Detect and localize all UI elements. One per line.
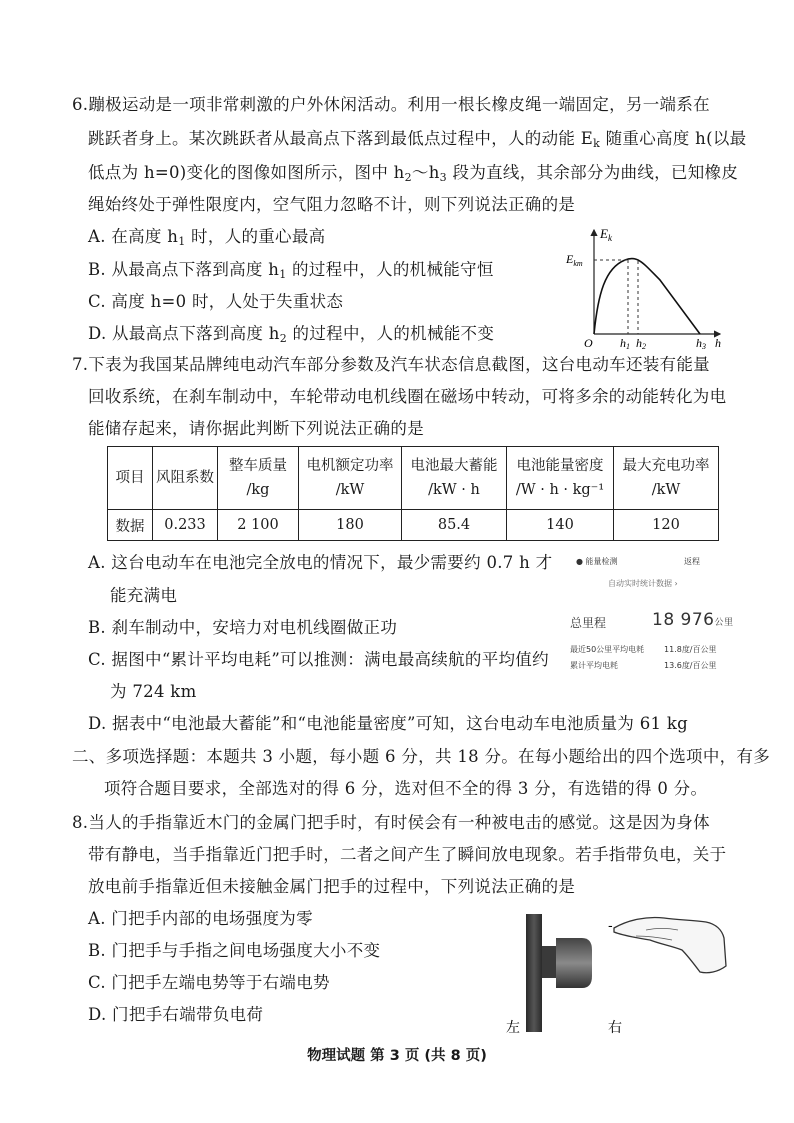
q6-option-a (88, 226, 325, 253)
q8-line-2: 带有静电，当手指靠近门把手时，二者之间产生了瞬间放电现象。若手指带负电，关于 (88, 845, 727, 864)
graph-ek-label: $E_k$ (600, 226, 612, 243)
energy-dashboard-screenshot (568, 550, 734, 675)
graph-h2-label: h2 (636, 336, 646, 350)
right-label: 右 (608, 1020, 622, 1036)
q6-option-b-sub: 1 (279, 268, 287, 281)
graph-ekm-label: $E_{km}$ (566, 252, 583, 268)
q6-h3-sub: 3 (439, 171, 447, 184)
q8-option-a: A. 门把手内部的电场强度为零 (88, 909, 313, 928)
q6-option-a-post: 时，人的重心最高 (185, 227, 326, 246)
q6-line-3-mid: ～h (411, 163, 440, 182)
total-mileage-label: 总里程 (570, 616, 607, 630)
q7-option-d: D. 据表中“电池最大蓄能”和“电池能量密度”可知，这台电动车电池质量为 61 kg (88, 714, 689, 733)
dashboard-return: 返程 (684, 557, 700, 566)
recent-consumption-label: 最近50公里平均电耗 (570, 645, 645, 654)
header-unit: /kW · h (428, 482, 480, 498)
q6-line-2 (88, 128, 746, 155)
table-header-cell (614, 447, 719, 510)
ek-h-graph (560, 224, 730, 350)
left-label: 左 (506, 1020, 520, 1036)
header-top: 最大充电功率 (622, 458, 710, 474)
header-top: 整车质量 (229, 458, 287, 474)
q8-option-b: B. 门把手与手指之间电场强度大小不变 (88, 941, 381, 960)
graph-h1-label: h1 (620, 336, 630, 350)
table-cell: 180 (299, 510, 402, 541)
q8-line-1: 8.当人的手指靠近木门的金属门把手时，有时侯会有一种被电击的感觉。这是因为身体 (72, 813, 710, 832)
header-top: 项目 (115, 470, 145, 486)
q6-line-4: 绳始终处于弹性限度内，空气阻力忽略不计，则下列说法正确的是 (88, 195, 576, 214)
q6-option-b-post: 的过程中，人的机械能守恒 (286, 260, 494, 279)
table-cell: 2 100 (218, 510, 299, 541)
q6-line-3-text: 低点为 h=0)变化的图像如图所示，图中 h (88, 163, 405, 182)
recent-consumption-value: 11.8度/百公里 (664, 645, 717, 654)
ek-curve (594, 259, 700, 335)
table-cell: 120 (614, 510, 719, 541)
table-header-cell (108, 447, 153, 510)
header-unit: /kg (246, 482, 270, 498)
table-header-row (108, 447, 719, 510)
q6-option-a-sub: 1 (178, 235, 186, 248)
total-mileage-unit: 公里 (714, 618, 734, 628)
avg-consumption-label: 累计平均电耗 (570, 661, 618, 670)
hand-icon (614, 917, 726, 972)
q8-option-d: D. 门把手右端带负电荷 (88, 1005, 264, 1024)
q6-option-b-pre: B. 从最高点下落到高度 h (88, 260, 280, 279)
q7-line-2: 回收系统，在刹车制动中，车轮带动电机线圈在磁场中转动，可将多余的动能转化为电 (88, 387, 727, 406)
table-header-cell (218, 447, 299, 510)
q6-option-c: C. 高度 h=0 时，人处于失重状态 (88, 292, 344, 311)
page-footer: 物理试题 第 3 页 (共 8 页) (307, 1048, 487, 1064)
table-header-cell (299, 447, 402, 510)
header-unit: /W · h · kg⁻¹ (515, 482, 605, 498)
section2-heading-line1: 二、多项选择题：本题共 3 小题，每小题 6 分，共 18 分。在每小题给出的四个选项中，有多 (72, 747, 771, 766)
table-cell: 85.4 (402, 510, 507, 541)
q6-line-2-text: 跳跃者身上。某次跳跃者从最高点下落到最低点过程中，人的动能 E (88, 129, 594, 148)
header-top: 电池最大蓄能 (410, 458, 498, 474)
q7-line-3: 能储存起来，请你据此判断下列说法正确的是 (88, 419, 424, 438)
door-panel (526, 914, 542, 1032)
table-header-cell (507, 447, 614, 510)
section2-heading-line2: 项符合题目要求，全部选对的得 6 分，选对但不全的得 3 分，有选错的得 0 分。 (104, 779, 708, 798)
graph-h3-label: h3 (696, 336, 706, 350)
q6-line-2-tail: 随重心高度 h(以最 (600, 129, 747, 148)
q6-option-d (88, 323, 494, 350)
q7-option-a-line2: 能充满电 (110, 586, 178, 605)
total-mileage-number: 18 976 (652, 610, 715, 630)
q6-h2-sub: 2 (404, 171, 412, 184)
q7-option-a-line1: A. 这台电动车在电池完全放电的情况下，最少需要约 0.7 h 才 (88, 553, 553, 572)
table-data-row (108, 510, 719, 541)
q6-line-3 (88, 162, 738, 189)
q6-option-d-pre: D. 从最高点下落到高度 h (88, 324, 280, 343)
total-mileage-value (652, 610, 734, 630)
q6-ek-sub: k (593, 137, 601, 150)
graph-h-axis-label: h (715, 336, 721, 350)
header-unit: /kW (651, 482, 681, 498)
q7-option-b: B. 刹车制动中，安培力对电机线圈做正功 (88, 618, 398, 637)
avg-consumption-value: 13.6度/百公里 (664, 661, 717, 670)
header-unit: /kW (335, 482, 365, 498)
table-header-cell (402, 447, 507, 510)
q8-option-c: C. 门把手左端电势等于右端电势 (88, 973, 330, 992)
q7-line-1: 7.下表为我国某品牌纯电动汽车部分参数及汽车状态信息截图，这台电动车还装有能量 (72, 355, 710, 374)
dashboard-subtitle: 自动实时统计数据 › (608, 579, 678, 588)
door-handle-figure (496, 906, 736, 1038)
q6-option-d-sub: 2 (279, 332, 288, 345)
header-top: 风阻系数 (156, 470, 214, 486)
header-top: 电机额定功率 (306, 458, 394, 474)
graph-origin-label: O (584, 336, 593, 350)
q7-option-c-line2: 为 724 km (110, 682, 197, 701)
q6-line-3-tail: 段为直线，其余部分为曲线，已知橡皮 (446, 163, 739, 182)
vehicle-params-table (107, 446, 719, 541)
table-cell: 140 (507, 510, 614, 541)
table-header-cell (153, 447, 218, 510)
q6-option-d-post: 的过程中，人的机械能不变 (287, 324, 495, 343)
header-top: 电池能量密度 (516, 458, 604, 474)
negative-charge-sign: - (608, 919, 613, 934)
q6-line-1: 6.蹦极运动是一项非常刺激的户外休闲活动。利用一根长橡皮绳一端固定，另一端系在 (72, 95, 710, 114)
table-cell: 0.233 (153, 510, 218, 541)
metal-door-handle (556, 938, 592, 988)
knob-neck (542, 946, 556, 978)
q6-option-b (88, 259, 494, 286)
q7-option-c-line1: C. 据图中“累计平均电耗”可以推测：满电最高续航的平均值约 (88, 650, 549, 669)
q8-line-3: 放电前手指靠近但未接触金属门把手的过程中，下列说法正确的是 (88, 877, 576, 896)
table-cell: 数据 (108, 510, 153, 541)
q6-option-a-pre: A. 在高度 h (88, 227, 179, 246)
dashboard-title: ● 能量检测 (576, 557, 618, 566)
